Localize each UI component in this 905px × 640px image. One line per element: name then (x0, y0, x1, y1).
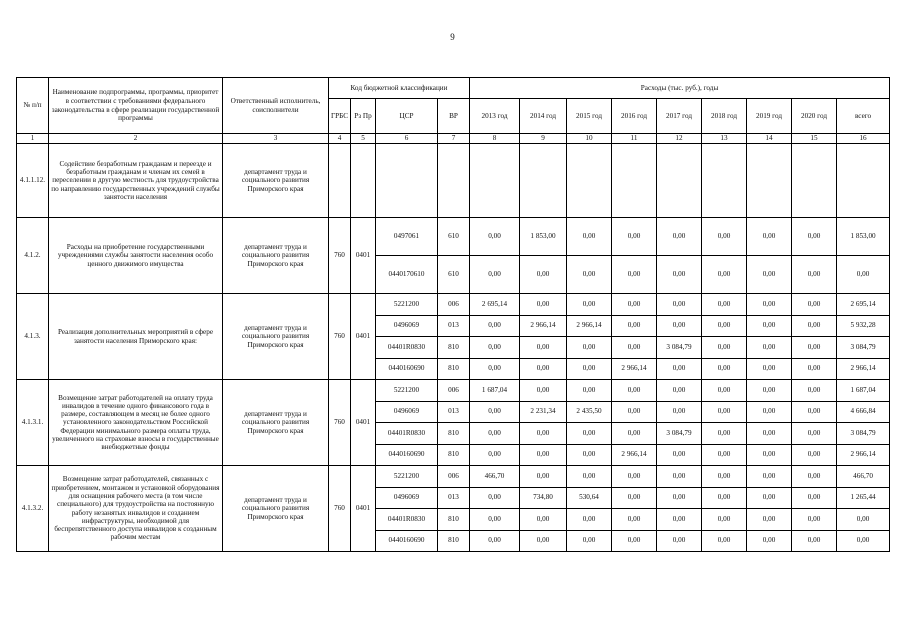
row-total: 2 966,14 (837, 444, 890, 466)
row-amount: 0,00 (702, 401, 747, 423)
budget-table (16, 77, 890, 552)
row-vr: 610 (438, 218, 470, 256)
row-amount: 0,00 (657, 444, 702, 466)
row-amount: 0,00 (792, 466, 837, 488)
row-amount: 0,00 (657, 380, 702, 402)
row-name: Расходы на приобретение государственными учреждениями службы занятости населения особо ценного движимого имущества (49, 218, 223, 294)
row-amount: 0,00 (567, 423, 612, 445)
row-number: 4.1.3.2. (17, 466, 49, 552)
row-csr: 5221200 (376, 380, 438, 402)
row-amount: 0,00 (567, 380, 612, 402)
row-amount: 0,00 (520, 358, 567, 380)
header-year: 2013 год (470, 99, 520, 134)
column-number: 7 (438, 134, 470, 144)
row-executor: департамент труда и социального развития Приморского края (223, 294, 329, 380)
row-amount: 0,00 (747, 337, 792, 359)
row-amount: 0,00 (747, 466, 792, 488)
row-amount: 2 231,34 (520, 401, 567, 423)
row-amount: 0,00 (612, 401, 657, 423)
empty-cell (438, 144, 470, 218)
header-year: 2017 год (657, 99, 702, 134)
row-amount: 0,00 (702, 509, 747, 531)
row-amount: 0,00 (702, 444, 747, 466)
row-amount: 0,00 (657, 530, 702, 552)
row-total: 0,00 (837, 530, 890, 552)
row-csr: 0496069 (376, 487, 438, 509)
page-number: 9 (450, 32, 455, 42)
header-total: всего (837, 99, 890, 134)
row-amount: 0,00 (520, 256, 567, 294)
row-amount: 0,00 (792, 401, 837, 423)
empty-cell (612, 144, 657, 218)
column-number: 4 (329, 134, 351, 144)
row-total: 4 666,84 (837, 401, 890, 423)
row-amount: 0,00 (567, 509, 612, 531)
header-year: 2014 год (520, 99, 567, 134)
row-total: 3 084,79 (837, 423, 890, 445)
row-amount: 0,00 (470, 444, 520, 466)
table-row (17, 294, 890, 316)
row-vr: 013 (438, 401, 470, 423)
row-number: 4.1.2. (17, 218, 49, 294)
row-amount: 0,00 (567, 337, 612, 359)
table-row (17, 144, 890, 218)
row-number: 4.1.3.1. (17, 380, 49, 466)
row-amount: 0,00 (702, 358, 747, 380)
row-vr: 810 (438, 337, 470, 359)
header-grbs: ГРБС (329, 99, 351, 134)
row-amount: 3 084,79 (657, 423, 702, 445)
row-amount: 0,00 (612, 423, 657, 445)
empty-cell (837, 144, 890, 218)
row-amount: 0,00 (612, 466, 657, 488)
row-amount: 0,00 (567, 218, 612, 256)
row-amount: 0,00 (657, 509, 702, 531)
row-amount: 0,00 (612, 256, 657, 294)
row-amount: 0,00 (747, 358, 792, 380)
row-csr: 0440160690 (376, 444, 438, 466)
table-row (17, 466, 890, 488)
row-amount: 0,00 (567, 530, 612, 552)
row-rzpr: 0401 (351, 466, 376, 552)
row-amount: 0,00 (657, 315, 702, 337)
row-total: 1 687,04 (837, 380, 890, 402)
row-total: 466,70 (837, 466, 890, 488)
row-amount: 0,00 (657, 294, 702, 316)
row-amount: 0,00 (792, 423, 837, 445)
row-amount: 0,00 (612, 337, 657, 359)
row-amount: 0,00 (520, 466, 567, 488)
row-name: Реализация дополнительных мероприятий в сфере занятости населения Приморского края: (49, 294, 223, 380)
column-number: 10 (567, 134, 612, 144)
row-amount: 0,00 (470, 423, 520, 445)
row-vr: 810 (438, 530, 470, 552)
row-amount: 0,00 (702, 337, 747, 359)
row-amount: 0,00 (520, 509, 567, 531)
column-number-row (17, 134, 890, 144)
row-amount: 2 966,14 (612, 444, 657, 466)
row-vr: 810 (438, 358, 470, 380)
row-name: Возмещение затрат работодателей, связанных с приобретением, монтажом и установкой оборудования для оснащения рабочего места (в том числе специального) для трудоустройства на постоянную работу незанятых инвалидов и созданием инфраструктуры, необходимой для беспрепятственного доступа инвалидов к созданным рабочим местам (49, 466, 223, 552)
row-amount: 0,00 (520, 380, 567, 402)
row-amount: 0,00 (470, 315, 520, 337)
row-amount: 0,00 (702, 315, 747, 337)
empty-cell (747, 144, 792, 218)
row-total: 2 966,14 (837, 358, 890, 380)
header-budget-code: Код бюджетной классификации (329, 78, 470, 99)
row-executor: департамент труда и социального развития Приморского края (223, 144, 329, 218)
empty-cell (567, 144, 612, 218)
column-number: 2 (49, 134, 223, 144)
row-amount: 0,00 (520, 294, 567, 316)
row-executor: департамент труда и социального развития Приморского края (223, 380, 329, 466)
row-amount: 0,00 (470, 358, 520, 380)
row-grbs: 760 (329, 218, 351, 294)
empty-cell (470, 144, 520, 218)
header-executor: Ответственный исполнитель, соисполнители (223, 78, 329, 134)
row-amount: 0,00 (702, 530, 747, 552)
column-number: 14 (747, 134, 792, 144)
empty-cell (376, 144, 438, 218)
table-header (17, 78, 890, 144)
column-number: 15 (792, 134, 837, 144)
header-year: 2015 год (567, 99, 612, 134)
row-amount: 734,80 (520, 487, 567, 509)
row-vr: 013 (438, 487, 470, 509)
row-csr: 0496069 (376, 315, 438, 337)
row-csr: 5221200 (376, 466, 438, 488)
column-number: 3 (223, 134, 329, 144)
row-amount: 0,00 (792, 509, 837, 531)
row-amount: 2 966,14 (567, 315, 612, 337)
row-amount: 3 084,79 (657, 337, 702, 359)
row-amount: 0,00 (792, 358, 837, 380)
row-number: 4.1.1.12. (17, 144, 49, 218)
row-amount: 0,00 (520, 530, 567, 552)
row-amount: 0,00 (792, 337, 837, 359)
row-amount: 0,00 (702, 380, 747, 402)
column-number: 12 (657, 134, 702, 144)
row-amount: 0,00 (792, 218, 837, 256)
row-amount: 0,00 (792, 444, 837, 466)
row-rzpr: 0401 (351, 218, 376, 294)
row-amount: 2 966,14 (520, 315, 567, 337)
column-number: 5 (351, 134, 376, 144)
row-csr: 0440160690 (376, 530, 438, 552)
row-amount: 0,00 (702, 466, 747, 488)
row-amount: 0,00 (470, 401, 520, 423)
header-no: № п/п (17, 78, 49, 134)
row-amount: 0,00 (747, 423, 792, 445)
row-amount: 0,00 (470, 218, 520, 256)
column-number: 9 (520, 134, 567, 144)
row-amount: 0,00 (702, 218, 747, 256)
column-number: 11 (612, 134, 657, 144)
row-amount: 466,70 (470, 466, 520, 488)
row-amount: 0,00 (567, 256, 612, 294)
row-amount: 0,00 (747, 401, 792, 423)
row-amount: 0,00 (702, 294, 747, 316)
row-executor: департамент труда и социального развития Приморского края (223, 218, 329, 294)
row-amount: 0,00 (747, 294, 792, 316)
row-amount: 2 966,14 (612, 358, 657, 380)
row-amount: 0,00 (747, 444, 792, 466)
row-rzpr: 0401 (351, 294, 376, 380)
row-vr: 006 (438, 380, 470, 402)
row-csr: 04401R0830 (376, 423, 438, 445)
row-vr: 810 (438, 444, 470, 466)
row-grbs: 760 (329, 380, 351, 466)
row-amount: 2 435,50 (567, 401, 612, 423)
row-amount: 530,64 (567, 487, 612, 509)
header-year: 2016 год (612, 99, 657, 134)
empty-cell (792, 144, 837, 218)
header-rzpr: Рз Пр (351, 99, 376, 134)
row-grbs: 760 (329, 466, 351, 552)
row-csr: 0497061 (376, 218, 438, 256)
row-amount: 0,00 (470, 337, 520, 359)
row-total: 1 265,44 (837, 487, 890, 509)
row-total: 0,00 (837, 256, 890, 294)
empty-cell (520, 144, 567, 218)
column-number: 1 (17, 134, 49, 144)
header-year: 2018 год (702, 99, 747, 134)
row-total: 3 084,79 (837, 337, 890, 359)
row-amount: 0,00 (567, 466, 612, 488)
column-number: 16 (837, 134, 890, 144)
row-number: 4.1.3. (17, 294, 49, 380)
row-name: Содействие безработным гражданам и переезде и безработным гражданам и членам их семей в переселении в другую местность для трудоустройства по направлению государственных учреждений службы занятости населения (49, 144, 223, 218)
row-amount: 0,00 (612, 315, 657, 337)
row-amount: 0,00 (612, 294, 657, 316)
row-csr: 0440160690 (376, 358, 438, 380)
row-amount: 0,00 (567, 444, 612, 466)
row-amount: 0,00 (612, 218, 657, 256)
row-vr: 810 (438, 423, 470, 445)
row-amount: 0,00 (702, 423, 747, 445)
row-csr: 0496069 (376, 401, 438, 423)
empty-cell (702, 144, 747, 218)
row-amount: 0,00 (520, 444, 567, 466)
row-amount: 0,00 (470, 530, 520, 552)
row-total: 1 853,00 (837, 218, 890, 256)
row-amount: 0,00 (520, 337, 567, 359)
row-amount: 0,00 (702, 256, 747, 294)
header-csr: ЦСР (376, 99, 438, 134)
header-year: 2020 год (792, 99, 837, 134)
row-amount: 0,00 (567, 358, 612, 380)
column-number: 8 (470, 134, 520, 144)
row-amount: 0,00 (747, 509, 792, 531)
row-amount: 0,00 (657, 256, 702, 294)
row-executor: департамент труда и социального развития Приморского края (223, 466, 329, 552)
row-amount: 0,00 (747, 380, 792, 402)
row-amount: 0,00 (657, 466, 702, 488)
row-total: 2 695,14 (837, 294, 890, 316)
row-amount: 0,00 (792, 315, 837, 337)
column-number: 6 (376, 134, 438, 144)
row-amount: 0,00 (612, 487, 657, 509)
row-amount: 1 853,00 (520, 218, 567, 256)
row-amount: 0,00 (657, 218, 702, 256)
row-vr: 006 (438, 466, 470, 488)
row-amount: 0,00 (657, 358, 702, 380)
header-vr: ВР (438, 99, 470, 134)
row-amount: 2 695,14 (470, 294, 520, 316)
row-amount: 0,00 (747, 315, 792, 337)
row-amount: 0,00 (792, 294, 837, 316)
row-vr: 013 (438, 315, 470, 337)
table-row (17, 218, 890, 256)
row-grbs: 760 (329, 294, 351, 380)
row-vr: 610 (438, 256, 470, 294)
row-amount: 0,00 (657, 401, 702, 423)
row-vr: 006 (438, 294, 470, 316)
row-amount: 0,00 (792, 256, 837, 294)
row-total: 5 932,28 (837, 315, 890, 337)
header-expenses: Расходы (тыс. руб.), годы (470, 78, 890, 99)
row-rzpr: 0401 (351, 380, 376, 466)
row-amount: 0,00 (470, 509, 520, 531)
row-amount: 0,00 (792, 530, 837, 552)
row-amount: 0,00 (747, 256, 792, 294)
row-csr: 04401R0830 (376, 337, 438, 359)
row-amount: 0,00 (657, 487, 702, 509)
row-amount: 0,00 (612, 380, 657, 402)
row-amount: 0,00 (702, 487, 747, 509)
row-vr: 810 (438, 509, 470, 531)
empty-cell (351, 144, 376, 218)
row-amount: 0,00 (567, 294, 612, 316)
header-year: 2019 год (747, 99, 792, 134)
row-amount: 0,00 (520, 423, 567, 445)
row-amount: 0,00 (470, 487, 520, 509)
empty-cell (329, 144, 351, 218)
table-row (17, 380, 890, 402)
row-amount: 1 687,04 (470, 380, 520, 402)
row-csr: 0440170610 (376, 256, 438, 294)
row-amount: 0,00 (747, 218, 792, 256)
row-amount: 0,00 (792, 487, 837, 509)
row-csr: 5221200 (376, 294, 438, 316)
row-amount: 0,00 (792, 380, 837, 402)
row-total: 0,00 (837, 509, 890, 531)
row-amount: 0,00 (612, 509, 657, 531)
header-name: Наименование подпрограммы, программы, приоритет в соответствии с требованиями федерального законодательства в сфере реализации государственной программы (49, 78, 223, 134)
row-amount: 0,00 (612, 530, 657, 552)
empty-cell (657, 144, 702, 218)
table-body (17, 144, 890, 552)
row-amount: 0,00 (470, 256, 520, 294)
row-csr: 04401R0830 (376, 509, 438, 531)
row-name: Возмещение затрат работодателей на оплату труда инвалидов в течение одного финансового года в размере, составляющем в месяц не более одного установленного законодательством Российской Федерации минимального размера оплаты труда, увеличенного на страховые взносы в государственные внебюджетные фонды (49, 380, 223, 466)
row-amount: 0,00 (747, 530, 792, 552)
column-number: 13 (702, 134, 747, 144)
row-amount: 0,00 (747, 487, 792, 509)
